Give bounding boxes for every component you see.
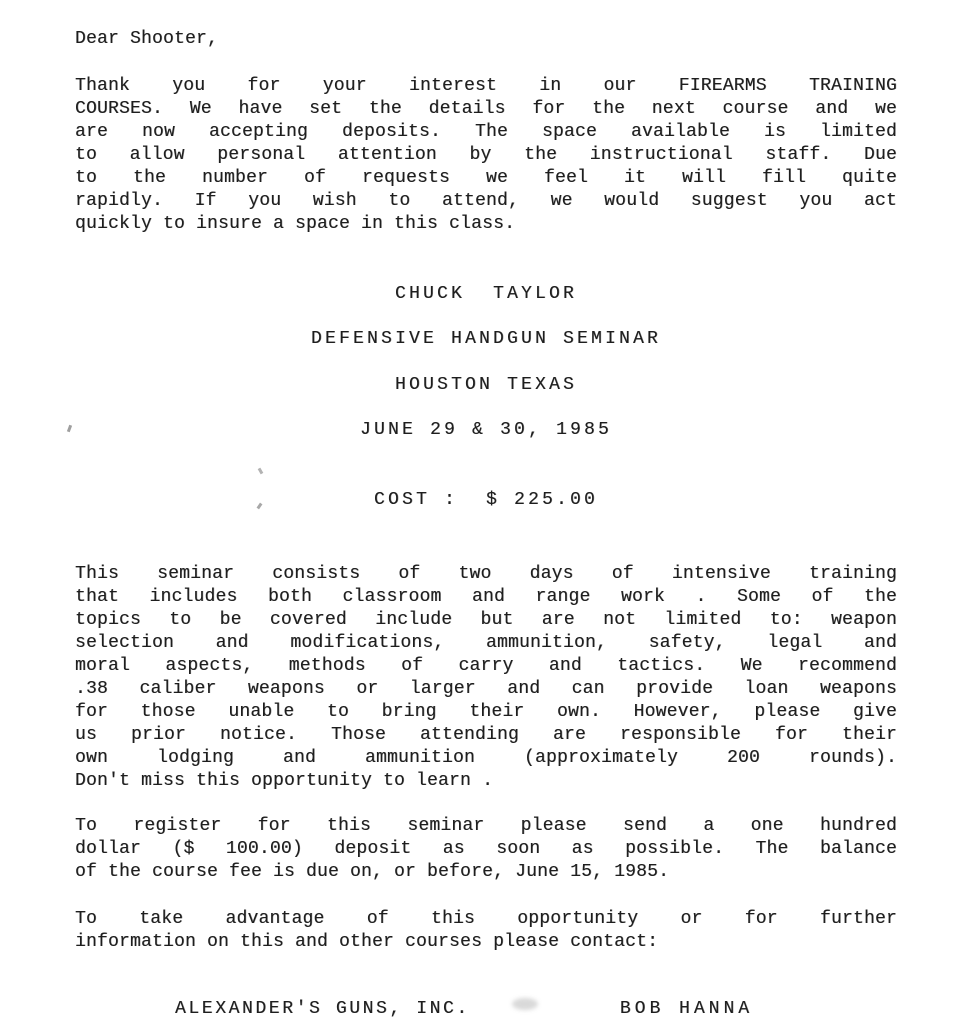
registration-line: dollar ($ 100.00) deposit as soon as possible. The balance bbox=[75, 839, 897, 859]
scan-speck bbox=[67, 425, 72, 433]
description-line: that includes both classroom and range work . Some of the bbox=[75, 587, 897, 607]
description-line: for those unable to bring their own. However, please give bbox=[75, 702, 897, 722]
seminar-location: HOUSTON TEXAS bbox=[394, 375, 578, 395]
seminar-title: DEFENSIVE HANDGUN SEMINAR bbox=[310, 329, 662, 349]
contact-names-row bbox=[75, 998, 897, 1021]
contact-paragraph bbox=[75, 908, 897, 954]
description-line: selection and modifications, ammunition, safety, legal and bbox=[75, 633, 897, 653]
seminar-instructor: CHUCK TAYLOR bbox=[394, 284, 578, 304]
salutation: Dear Shooter, bbox=[75, 29, 219, 49]
description-paragraph bbox=[75, 563, 897, 793]
contact-line: To take advantage of this opportunity or for further bbox=[75, 909, 897, 929]
description-line: .38 caliber weapons or larger and can provide loan weapons bbox=[75, 679, 897, 699]
registration-line: To register for this seminar please send a one hundred bbox=[75, 816, 897, 836]
description-line: own lodging and ammunition (approximately 200 rounds). bbox=[75, 748, 897, 768]
registration-line: of the course fee is due on, or before, June 15, 1985. bbox=[75, 862, 670, 882]
description-line: topics to be covered include but are not limited to: weapon bbox=[75, 610, 897, 630]
intro-line: are now accepting deposits. The space available is limited bbox=[75, 122, 897, 142]
intro-line: rapidly. If you wish to attend, we would suggest you act bbox=[75, 191, 897, 211]
description-line: us prior notice. Those attending are responsible for their bbox=[75, 725, 897, 745]
scan-smudge bbox=[512, 998, 538, 1010]
contact-line: information on this and other courses please contact: bbox=[75, 932, 659, 952]
intro-line: Thank you for your interest in our FIREARMS TRAINING bbox=[75, 76, 897, 96]
description-line: moral aspects, methods of carry and tactics. We recommend bbox=[75, 656, 897, 676]
description-line: This seminar consists of two days of intensive training bbox=[75, 564, 897, 584]
registration-paragraph bbox=[75, 815, 897, 884]
description-line: Don't miss this opportunity to learn . bbox=[75, 771, 494, 791]
intro-line: to the number of requests we feel it will fill quite bbox=[75, 168, 897, 188]
seminar-header-block bbox=[75, 283, 897, 512]
seminar-dates: JUNE 29 & 30, 1985 bbox=[359, 420, 613, 440]
contact-person: BOB HANNA bbox=[619, 999, 754, 1019]
intro-line: COURSES. We have set the details for the next course and we bbox=[75, 99, 897, 119]
intro-line: quickly to insure a space in this class. bbox=[75, 214, 516, 234]
intro-line: to allow personal attention by the instructional staff. Due bbox=[75, 145, 897, 165]
intro-paragraph bbox=[75, 75, 897, 236]
contact-company: ALEXANDER'S GUNS, INC. bbox=[175, 999, 470, 1019]
seminar-cost: COST : $ 225.00 bbox=[373, 490, 599, 510]
letter-body bbox=[75, 28, 897, 1021]
